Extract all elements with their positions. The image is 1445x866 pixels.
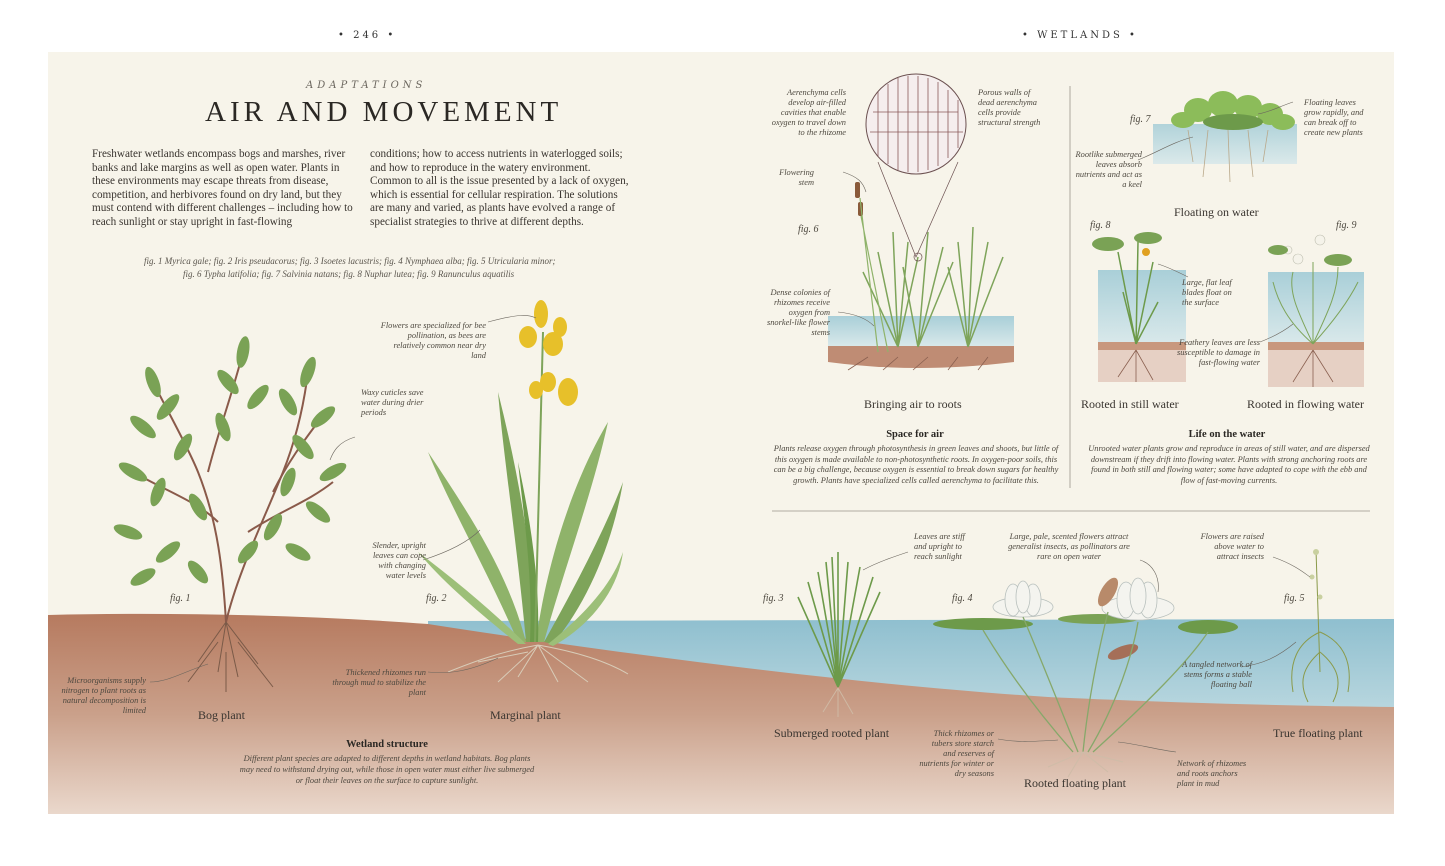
note-microorganisms: Microorganisms supply nitrogen to plant roots as natural decomposition is limited	[61, 676, 146, 715]
section-header: • WETLANDS •	[1022, 30, 1138, 41]
note-thickened-rhizomes: Thickened rhizomes run through mud to stabilize the plant	[332, 668, 426, 697]
caption-submerged-plant: Submerged rooted plant	[774, 726, 890, 740]
page-number: • 246 •	[338, 30, 397, 41]
note-rootlike-leaves: Rootlike submerged leaves absorb nutrients and act as a keel	[1075, 150, 1142, 189]
note-porous-walls: Porous walls of dead aerenchyma cells provide structural strength	[978, 88, 1041, 127]
fig-5-label: fig. 5	[1284, 593, 1305, 604]
life-on-water-heading: Life on the water	[1188, 429, 1266, 440]
fig-2-label: fig. 2	[426, 593, 447, 604]
salvinia-leaves	[1171, 91, 1295, 130]
page-title: AIR AND MOVEMENT	[205, 96, 563, 128]
fig-3-label: fig. 3	[763, 593, 784, 604]
fig-9-label: fig. 9	[1336, 220, 1357, 231]
note-raised-flowers: Flowers are raised above water to attract insects	[1200, 532, 1264, 561]
caption-floating-on-water: Floating on water	[1174, 205, 1259, 219]
page-panel	[48, 52, 1394, 814]
note-feathery-leaves: Feathery leaves are less susceptible to damage in fast-flowing water	[1176, 338, 1260, 367]
note-dense-colonies: Dense colonies of rhizomes receive oxygen from snorkel-like flower stems	[766, 288, 830, 337]
space-for-air-text: Plants release oxygen through photosynthesis in green leaves and shoots, but little of this oxygen is made available to non-photosynthetic roots. In oxygen-poor soils, this can be a big challenge, because oxygen is essential to break down sugars for healthy growth. Plants have specialized cells called aerenchyma to facilitate this.	[773, 444, 1059, 485]
kicker: ADAPTATIONS	[306, 80, 427, 91]
note-aerenchyma-cells: Aerenchyma cells develop air-filled cavities that enable oxygen to travel down to the rhizome	[771, 88, 846, 137]
note-tangled-network: A tangled network of stems forms a stable floating ball	[1182, 660, 1252, 689]
caption-rooted-floating-plant: Rooted floating plant	[1024, 776, 1126, 790]
fig-8-label: fig. 8	[1090, 220, 1111, 231]
caption-rooted-flowing: Rooted in flowing water	[1247, 397, 1364, 411]
note-lily-flowers: Large, pale, scented flowers attract generalist insects, as pollinators are rare on open water	[1008, 532, 1130, 561]
note-waxy-cuticles: Waxy cuticles save water during drier periods	[361, 388, 424, 417]
caption-bringing-air: Bringing air to roots	[864, 397, 962, 411]
bog-plant-leaves	[112, 335, 349, 589]
wetland-structure-heading: Wetland structure	[346, 739, 428, 750]
caption-bog-plant: Bog plant	[198, 708, 245, 722]
fig-6-label: fig. 6	[798, 224, 819, 235]
note-iris-flowers: Flowers are specialized for bee pollination, as bees are relatively common near dry land	[380, 321, 486, 360]
note-large-flat: Large, flat leaf blades float on the surface	[1182, 278, 1232, 307]
note-floating-leaves: Floating leaves grow rapidly, and can break off to create new plants	[1304, 98, 1364, 137]
fig-1-label: fig. 1	[170, 593, 191, 604]
note-network-rhizomes: Network of rhizomes and roots anchors plant in mud	[1177, 759, 1247, 788]
note-slender-leaves: Slender, upright leaves can cope with changing water levels	[372, 541, 426, 580]
aerenchyma-magnified	[866, 74, 966, 174]
note-leaves-stiff: Leaves are stiff and upright to reach sunlight	[914, 532, 965, 561]
iris-leaves	[418, 392, 623, 646]
caption-rooted-still: Rooted in still water	[1081, 397, 1179, 411]
intro-column-1: Freshwater wetlands encompass bogs and marshes, river banks and lake margins as well as open water. Plants in these environments may escape threats from disease, competition, and herbivores found on dry land, but they must contend with different challenges – including how to reach sunlight or stay upright in fast-flowing	[92, 148, 353, 228]
note-thick-rhizomes: Thick rhizomes or tubers store starch and reserves of nutrients for winter or dry seasons	[919, 729, 994, 778]
fig-7-label: fig. 7	[1130, 114, 1151, 125]
caption-true-floating-plant: True floating plant	[1273, 726, 1363, 740]
salvinia-water	[1153, 124, 1297, 164]
figure-list-line-2: fig. 6 Typha latifolia; fig. 7 Salvinia natans; fig. 8 Nuphar lutea; fig. 9 Ranunculus aquatilis	[183, 269, 515, 279]
life-on-water-text: Unrooted water plants grow and reproduce in areas of still water, and are dispersed downstream if they drift into flowing water. Plants with strong anchoring roots are found in both still and flowing water; some have adapted to cope with the ebb and flow of fast-moving currents.	[1088, 444, 1370, 485]
intro-column-2: conditions; how to access nutrients in waterlogged soils; and how to reproduce in the watery environment. Common to all is the issue presented by a lack of oxygen, which is essential for cellular respiration. The solutions are many and varied, as plants have evolved a range of specialist strategies to thrive at different depths.	[370, 148, 629, 228]
space-for-air-heading: Space for air	[886, 429, 944, 440]
caption-marginal-plant: Marginal plant	[490, 708, 561, 722]
fig-4-label: fig. 4	[952, 593, 973, 604]
wetland-structure-text: Different plant species are adapted to different depths in wetland habitats. Bog plants may need to withstand drying out, while those in open water must either live submerged or float their leaves on the surface to capture sunlight.	[239, 754, 535, 785]
figure-list-line-1: fig. 1 Myrica gale; fig. 2 Iris pseudacorus; fig. 3 Isoetes lacustris; fig. 4 Nymphaea alba; fig. 5 Utricularia minor;	[144, 256, 556, 266]
note-flowering-stem: Flowering stem	[779, 168, 814, 187]
